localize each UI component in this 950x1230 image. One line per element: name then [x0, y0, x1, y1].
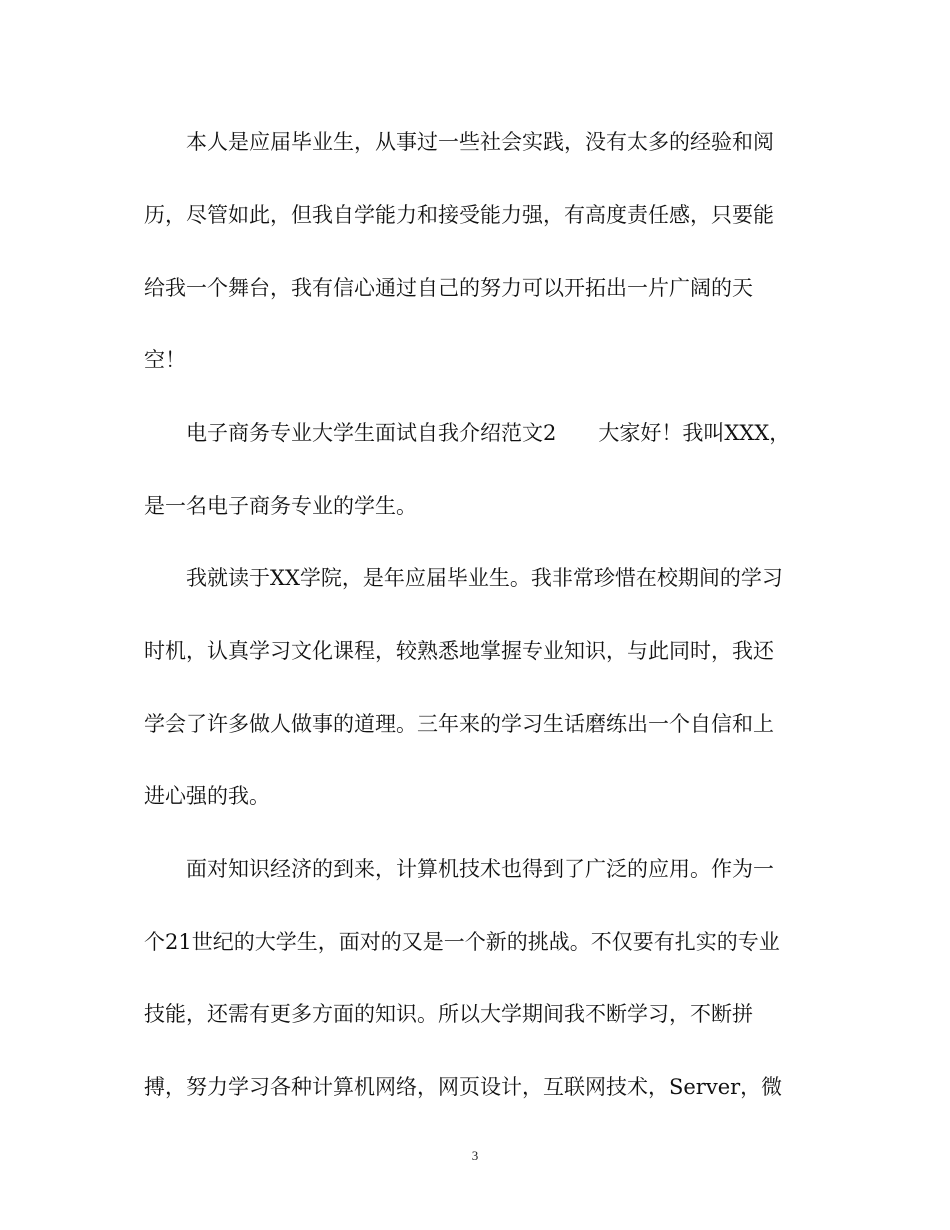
text-line: 我就读于XX学院，是年应届毕业生。我非常珍惜在校期间的学习: [186, 566, 783, 590]
text-line: 学会了许多做人做事的道理。三年来的学习生话磨练出一个自信和上: [144, 712, 774, 736]
text-line: 历，尽管如此，但我自学能力和接受能力强，有高度责任感，只要能: [144, 203, 774, 227]
text-line: 是一名电子商务专业的学生。: [144, 494, 417, 518]
text-line: 进心强的我。: [144, 784, 270, 808]
text-line: 个21世纪的大学生，面对的又是一个新的挑战。不仅要有扎实的专业: [144, 930, 780, 954]
text-line: 空！: [144, 348, 186, 372]
text-line: 搏，努力学习各种计算机网络，网页设计，互联网技术，Server，微: [144, 1075, 783, 1099]
text-line: 时机，认真学习文化课程，较熟悉地掌握专业知识，与此同时，我还: [144, 639, 774, 663]
text-line: 本人是应届毕业生，从事过一些社会实践，没有太多的经验和阅: [186, 130, 774, 154]
text-line: 面对知识经济的到来，计算机技术也得到了广泛的应用。作为一: [186, 857, 774, 881]
text-line: 电子商务专业大学生面试自我介绍范文2 大家好！我叫XXX，: [186, 421, 791, 445]
text-line: 给我一个舞台，我有信心通过自己的努力可以开拓出一片广阔的天: [144, 276, 753, 300]
page-number: 3: [471, 1148, 479, 1163]
text-line: 技能，还需有更多方面的知识。所以大学期间我不断学习，不断拼: [144, 1002, 753, 1026]
